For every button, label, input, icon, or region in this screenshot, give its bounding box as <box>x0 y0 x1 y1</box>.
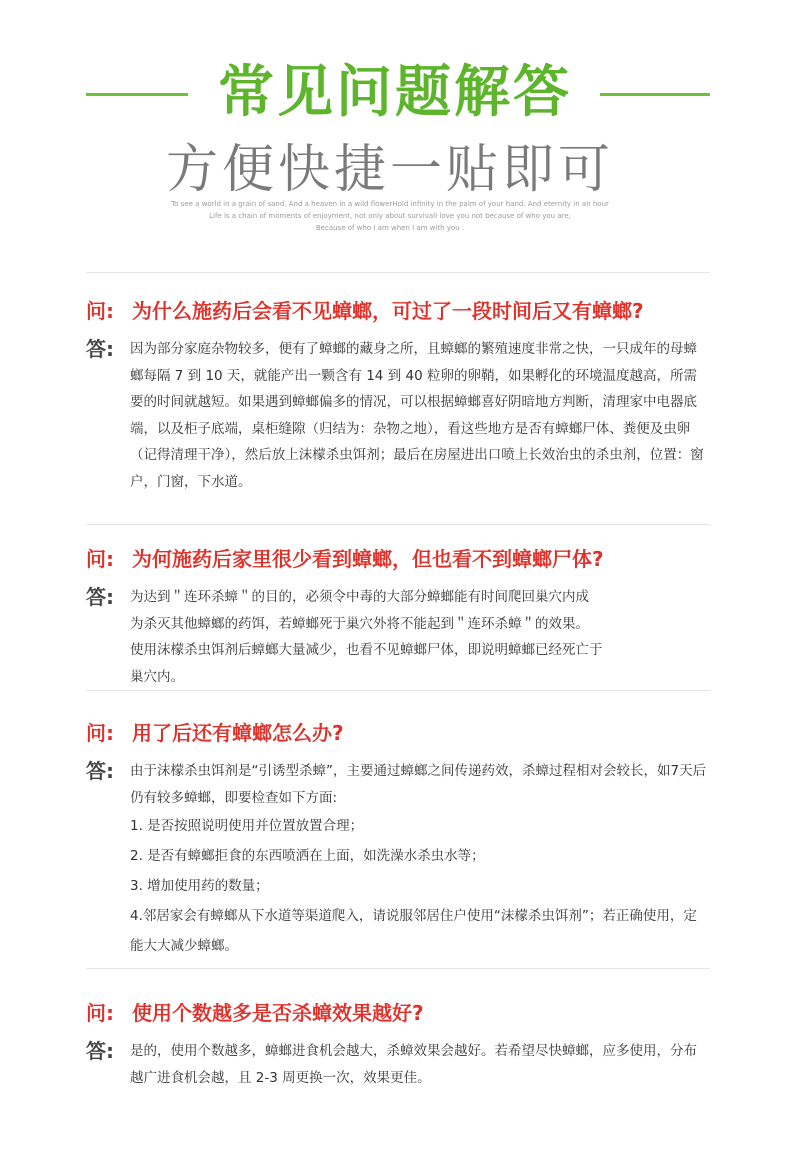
question-text: 为什么施药后会看不见蟑螂，可过了一段时间后又有蟑螂? <box>132 299 644 323</box>
section-divider <box>86 968 710 969</box>
question-label: 问: <box>86 1001 114 1025</box>
answer-text: 是的，使用个数越多，蟑螂进食机会越大，杀蟑效果会越好。若希望尽快蟑螂，应多使用，分布越广进食机会越，且 2-3 周更换一次，效果更佳。 <box>130 1043 697 1086</box>
answer-label: 答: <box>86 585 114 609</box>
question-row <box>86 296 710 326</box>
answer-text <box>130 758 710 961</box>
answer-label: 答: <box>86 337 114 361</box>
title-right-line <box>600 93 710 96</box>
list-item: 1. 是否按照说明使用并位置放置合理； <box>130 818 364 834</box>
question-text: 为何施药后家里很少看到蟑螂，但也看不到蟑螂尸体? <box>132 547 604 571</box>
answer-line: 使用沫檬杀虫饵剂后蟑螂大量减少，也看不见蟑螂尸体，即说明蟑螂已经死亡于 <box>130 642 603 658</box>
list-item: 3. 增加使用药的数量； <box>130 878 269 894</box>
question-label: 问: <box>86 721 114 745</box>
answer-list <box>130 811 710 961</box>
section-divider <box>86 272 710 273</box>
question-row <box>86 544 710 574</box>
question-text: 用了后还有蟑螂怎么办? <box>132 721 344 745</box>
list-item: 4.邻居家会有蟑螂从下水道等渠道爬入，请说服邻居住户使用“沫檬杀虫饵剂”；若正确使用，定能大大减少蟑螂。 <box>130 908 697 954</box>
tagline-line: To see a world in a grain of sand. And a heaven in a wild flowerHold infinity in the palm of your hand. And eternity in an hour <box>171 200 609 208</box>
answer-row <box>86 336 710 495</box>
answer-row <box>86 1038 710 1091</box>
answer-line: 为杀灭其他蟑螂的药饵，若蟑螂死于巢穴外将不能起到＂连环杀蟑＂的效果。 <box>130 615 589 632</box>
tagline-line: Because of who I am when I am with you . <box>315 224 465 232</box>
tagline <box>140 198 640 234</box>
question-row <box>86 718 710 748</box>
faq-item-4 <box>86 998 710 1091</box>
answer-text: 因为部分家庭杂物较多，便有了蟑螂的藏身之所，且蟑螂的繁殖速度非常之快，一只成年的母蟑螂每隔 7 到 10 天，就能产出一颗含有 14 到 40 粒卵的卵鞘，如果孵化的环境温度越高，所需要的时间就越短。如果遇到蟑螂偏多的情况，可以根据蟑螂喜好阴暗地方判断，清理家中电器底端，以及柜子底端，桌柜缝隙（归结为：杂物之地），看这些地方是否有蟑螂尸体、粪便及虫卵（记得清理干净），然后放上沫檬杀虫饵剂；最后在房屋进出口喷上长效治虫的杀虫剂，位置：窗户，门窗，下水道。 <box>130 341 704 490</box>
answer-row <box>86 584 710 690</box>
question-label: 问: <box>86 547 114 571</box>
answer-line: 为达到＂连环杀蟑＂的目的，必须令中毒的大部分蟑螂能有时间爬回巢穴内成 <box>130 589 589 605</box>
answer-text <box>130 584 710 690</box>
page-title: 常见问题解答 <box>218 60 572 125</box>
question-row <box>86 998 710 1028</box>
question-label: 问: <box>86 299 114 323</box>
faq-item-2 <box>86 544 710 690</box>
page-subtitle: 方便快捷一贴即可 <box>165 140 614 200</box>
section-divider <box>86 524 710 525</box>
answer-label: 答: <box>86 759 114 783</box>
answer-row <box>86 758 710 961</box>
title-left-line <box>86 93 188 96</box>
faq-item-1 <box>86 296 710 495</box>
tagline-line: Life is a chain of moments of enjoyment, not only about survivalI love you not because of who you are, <box>209 212 571 220</box>
answer-intro: 由于沫檬杀虫饵剂是“引诱型杀蟑”，主要通过蟑螂之间传递药效，杀蟑过程相对会较长，如7天后仍有较多蟑螂，即要检查如下方面: <box>130 763 707 806</box>
question-text: 使用个数越多是否杀蟑效果越好? <box>132 1001 424 1025</box>
header <box>0 0 790 270</box>
answer-label: 答: <box>86 1039 114 1063</box>
list-item: 2. 是否有蟑螂拒食的东西喷洒在上面，如洗澡水杀虫水等； <box>130 848 485 864</box>
faq-item-3 <box>86 718 710 961</box>
section-divider <box>86 690 710 691</box>
answer-line: 巢穴内。 <box>130 668 184 685</box>
